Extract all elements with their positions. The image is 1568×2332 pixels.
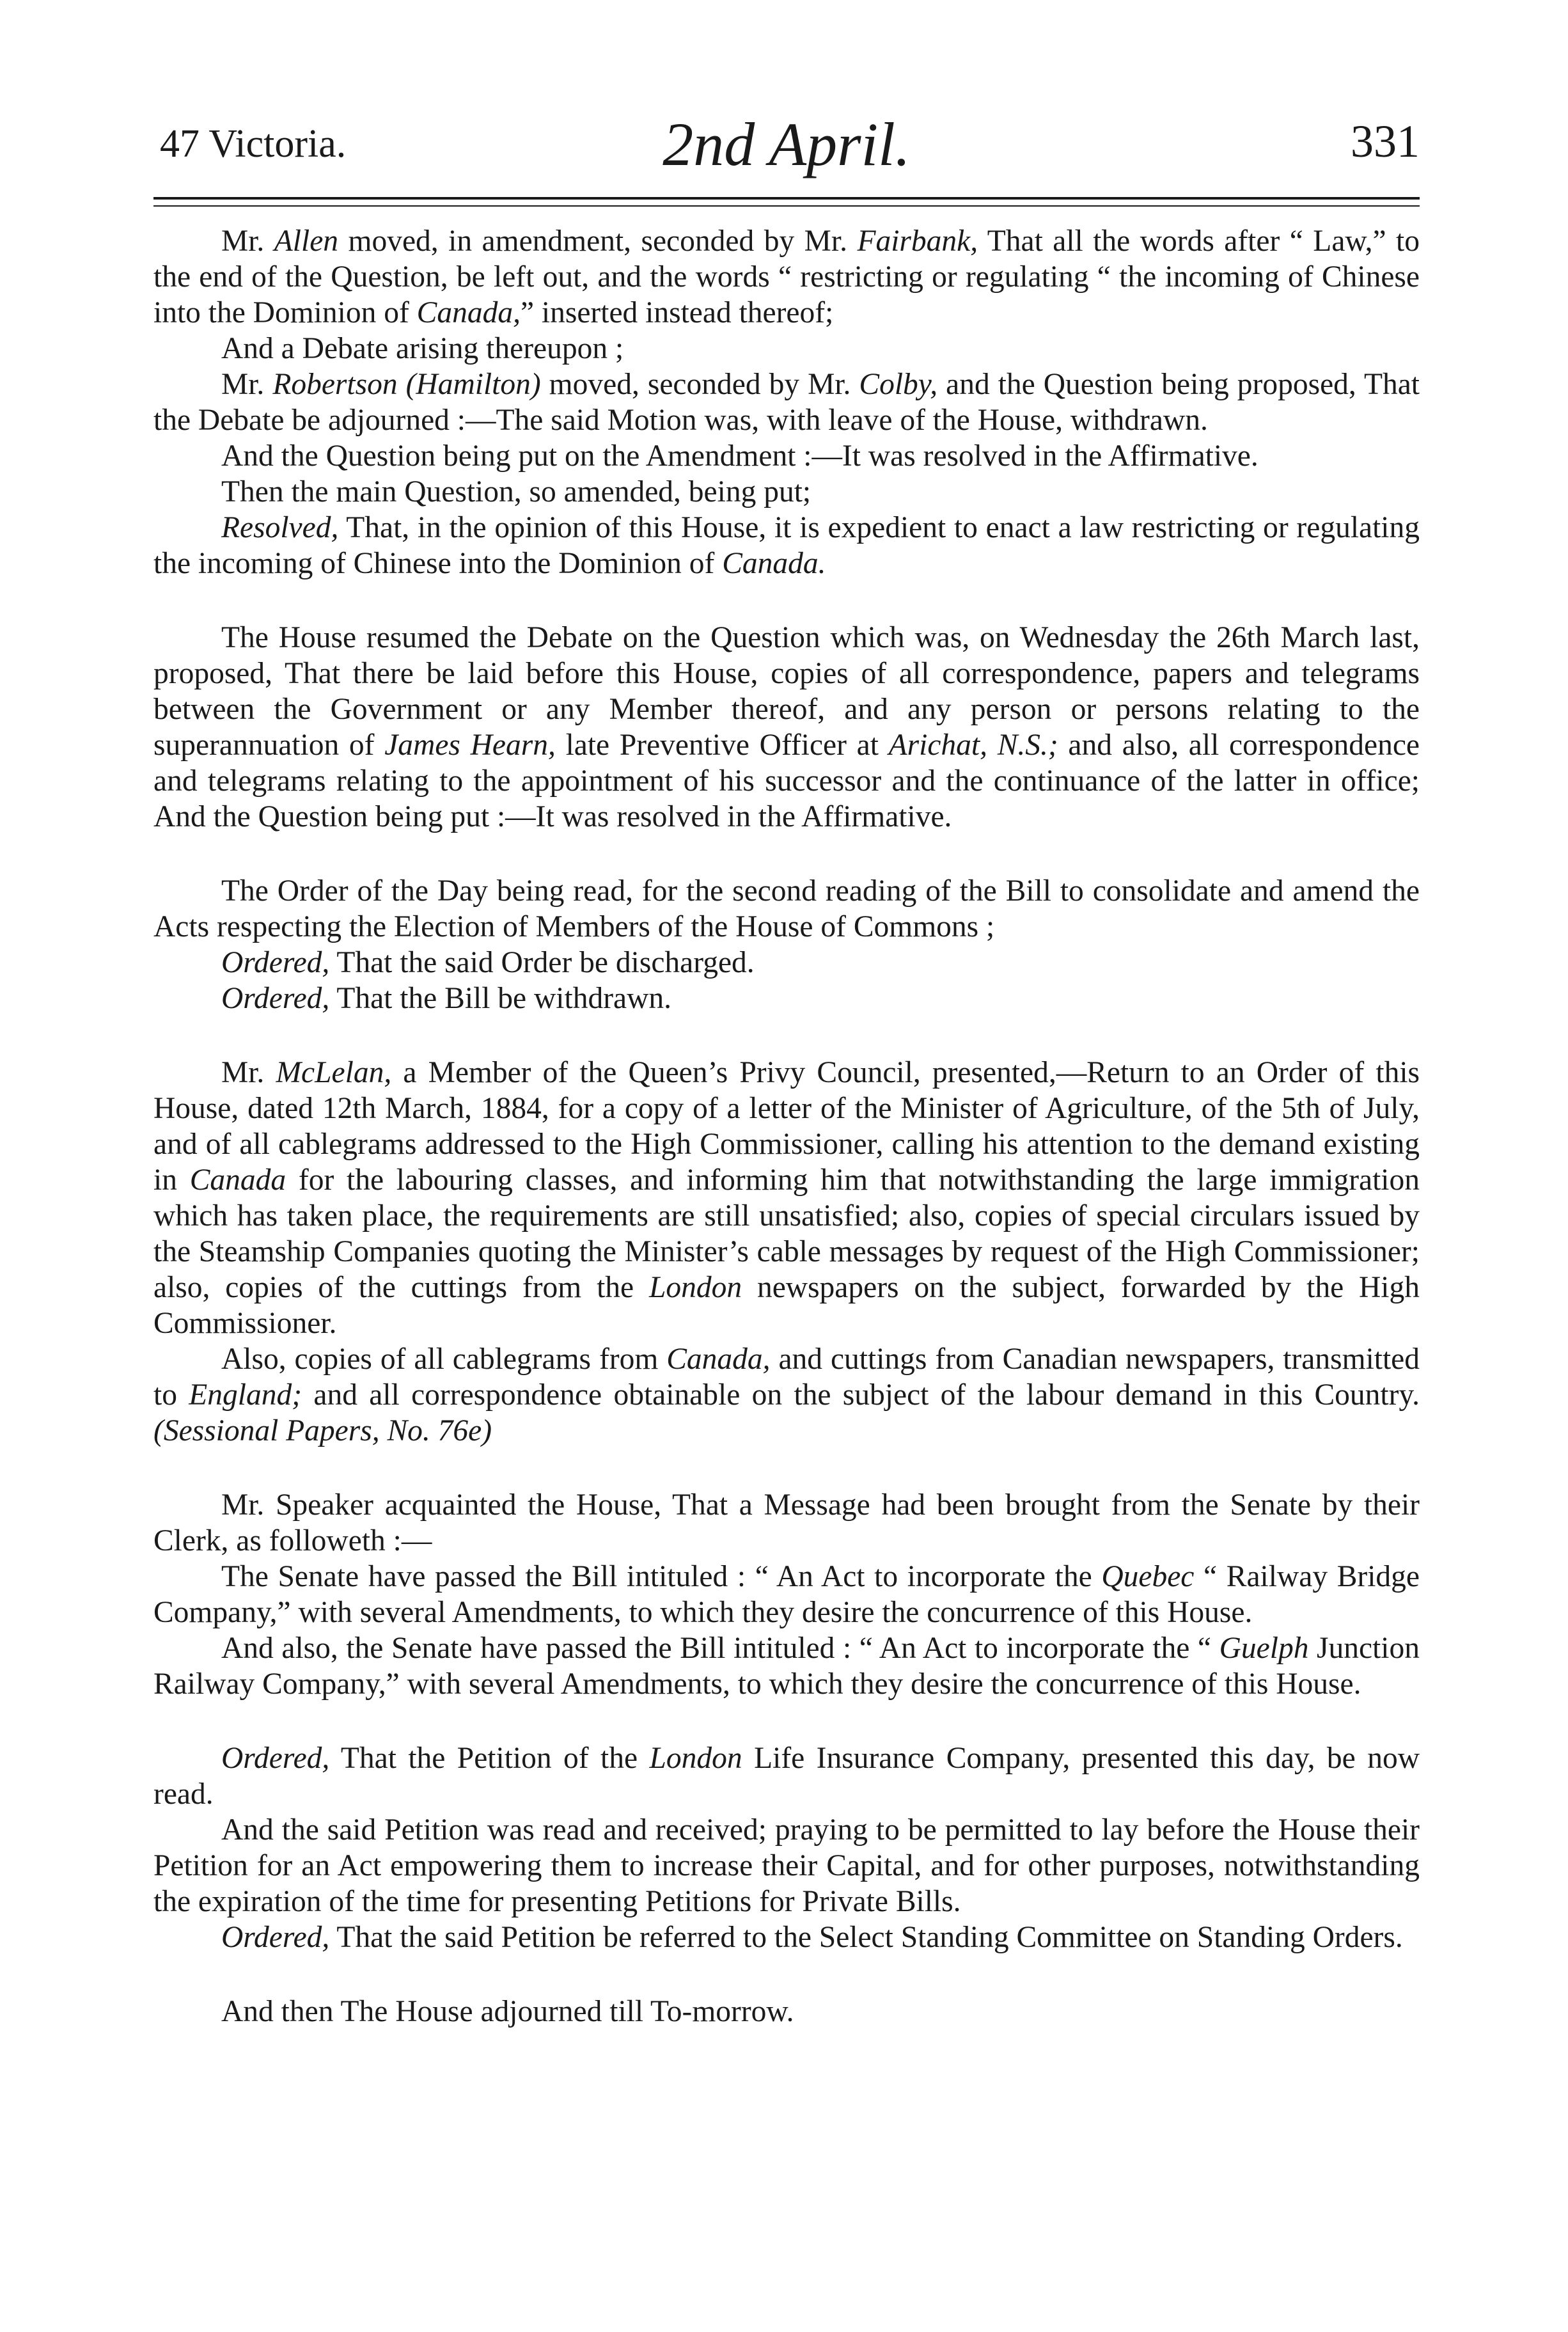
- paragraph: [153, 1559, 1420, 1630]
- italic-run: Allen: [274, 225, 339, 258]
- text-run: The House resumed the Debate on the Question which was, on Wednesday the 26th March last, proposed, That there be laid before this House, copies of all correspondence, papers and telegrams between the Government or any Member thereof, and any person or persons relating to the superannuation of: [153, 621, 1420, 762]
- text-run: And then The House adjourned till To-morrow.: [221, 1995, 794, 2028]
- paragraph: [153, 438, 1420, 474]
- italic-run: Robertson (Hamilton): [272, 368, 541, 401]
- text-run: Life Insurance Company, presented this day, be now read.: [153, 1742, 1420, 1811]
- header-regnal-year: 47 Victoria.: [160, 122, 347, 166]
- text-run: ” inserted instead thereof;: [520, 296, 834, 329]
- text-run: for the labouring classes, and informing him that notwithstanding the large immigration which has taken place, the requirements are still unsatisfied; also, copies of special circulars issued by the Steamship Companies quoting the Minister’s cable messages by request of the High Commissioner; also, copies of the cuttings from the: [153, 1163, 1420, 1304]
- header-double-rule: [153, 197, 1420, 207]
- italic-run: London: [649, 1742, 742, 1775]
- text-run: and the Question being proposed, That the Debate be adjourned :—The said Motion was, with leave of the House, withdrawn.: [153, 368, 1420, 437]
- paragraph: [153, 873, 1420, 945]
- italic-run: Canada,: [416, 296, 521, 329]
- paragraph: [153, 1919, 1420, 1955]
- journal-entry: [153, 1055, 1420, 1449]
- text-run: The Senate have passed the Bill intituled : “ An Act to incorporate the: [221, 1560, 1102, 1593]
- italic-run: Ordered,: [221, 1921, 330, 1954]
- paragraph: [153, 1740, 1420, 1812]
- italic-run: Canada,: [666, 1343, 771, 1376]
- text-run: Mr.: [221, 1056, 276, 1089]
- paragraph: [153, 1812, 1420, 1919]
- italic-run: Canada: [189, 1163, 286, 1197]
- header-date: 2nd April.: [662, 110, 911, 178]
- page: [153, 109, 1420, 2029]
- text-run: newspapers on the subject, forwarded by the High Commissioner.: [153, 1271, 1420, 1340]
- journal-entry: [153, 1994, 1420, 2029]
- italic-run: Ordered,: [221, 982, 330, 1015]
- text-run: The Order of the Day being read, for the second reading of the Bill to consolidate and amend the Acts respecting the Election of Members of the House of Commons ;: [153, 874, 1420, 943]
- paragraph: [153, 366, 1420, 438]
- journal-entry: [153, 223, 1420, 581]
- journal-entry: [153, 873, 1420, 1016]
- text-run: late Preventive Officer at: [555, 729, 889, 762]
- journal-entry: [153, 1740, 1420, 1955]
- text-run: That the said Order be discharged.: [329, 946, 755, 979]
- header-page-number: 331: [1351, 116, 1420, 167]
- paragraph: [153, 620, 1420, 835]
- italic-run: Canada.: [722, 547, 826, 580]
- italic-run: Resolved,: [221, 511, 339, 544]
- text-run: and all correspondence obtainable on the subject of the labour demand in this Country.: [302, 1378, 1420, 1412]
- italic-run: Ordered,: [221, 1742, 330, 1775]
- paragraph: [153, 1994, 1420, 2029]
- text-run: That the said Petition be referred to the Select Standing Committee on Standing Orders.: [329, 1921, 1403, 1954]
- italic-run: Fairbank,: [857, 225, 978, 258]
- paragraph: [153, 1487, 1420, 1559]
- italic-run: Quebec: [1101, 1560, 1195, 1593]
- text-run: That, in the opinion of this House, it is expedient to enact a law restricting or regulating the incoming of Chinese into the Dominion of: [153, 511, 1420, 580]
- italic-run: Guelph: [1219, 1632, 1309, 1665]
- paragraph: [153, 945, 1420, 981]
- text-run: a Member of the Queen’s Privy Council, presented,—Return to an Order of this House, dated 12th March, 1884, for a copy of a letter of the Minister of Agriculture, of the 5th of July, and of all cablegrams addressed to the High Commissioner, calling his attention to the demand existing in: [153, 1056, 1420, 1197]
- text-run: Mr.: [221, 225, 274, 258]
- text-run: Junction Railway Company,” with several Amendments, to which they desire the concurrence of this House.: [153, 1632, 1420, 1701]
- text-run: That all the words after “ Law,” to the end of the Question, be left out, and the words “ restricting or regulating “ the incoming of Chinese into the Dominion of: [153, 225, 1420, 329]
- italic-run: (Sessional Papers, No. 76e): [153, 1414, 492, 1447]
- running-header: [153, 109, 1420, 192]
- text-run: and also, all correspondence and telegrams relating to the appointment of his successor and the continuance of the latter in office; And the Question being put :—It was resolved in the Affirmative.: [153, 729, 1420, 833]
- text-run: moved, seconded by Mr.: [540, 368, 859, 401]
- italic-run: James Hearn,: [384, 729, 556, 762]
- text-run: And the said Petition was read and received; praying to be permitted to lay before the House their Petition for an Act empowering them to increase their Capital, and for other purposes, notwithstanding the expiration of the time for presenting Petitions for Private Bills.: [153, 1813, 1420, 1918]
- italic-run: Arichat, N.S.;: [888, 729, 1058, 762]
- text-run: Mr. Speaker acquainted the House, That a Message had been brought from the Senate by their Clerk, as followeth :—: [153, 1488, 1420, 1557]
- italic-run: Ordered,: [221, 946, 330, 979]
- text-run: Mr.: [221, 368, 273, 401]
- journal-body: [153, 223, 1420, 2029]
- journal-entry: [153, 620, 1420, 835]
- text-run: And also, the Senate have passed the Bill intituled : “ An Act to incorporate the “: [221, 1632, 1219, 1665]
- paragraph: [153, 331, 1420, 366]
- italic-run: Colby,: [859, 368, 938, 401]
- paragraph: [153, 1630, 1420, 1702]
- text-run: “ Railway Bridge Company,” with several Amendments, to which they desire the concurrence of this House.: [153, 1560, 1420, 1629]
- journal-entry: [153, 1487, 1420, 1702]
- text-run: moved, in amendment, seconded by Mr.: [338, 225, 858, 258]
- italic-run: England;: [189, 1378, 302, 1412]
- text-run: and cuttings from Canadian newspapers, transmitted to: [153, 1343, 1420, 1412]
- italic-run: London: [648, 1271, 742, 1304]
- text-run: Also, copies of all cablegrams from: [221, 1343, 667, 1376]
- text-run: That the Bill be withdrawn.: [329, 982, 672, 1015]
- paragraph: [153, 510, 1420, 581]
- paragraph: [153, 474, 1420, 510]
- text-run: That the Petition of the: [329, 1742, 650, 1775]
- paragraph: [153, 1055, 1420, 1341]
- paragraph: [153, 223, 1420, 331]
- italic-run: McLelan,: [276, 1056, 392, 1089]
- text-run: And the Question being put on the Amendment :—It was resolved in the Affirmative.: [221, 439, 1258, 473]
- paragraph: [153, 1341, 1420, 1449]
- paragraph: [153, 981, 1420, 1016]
- text-run: And a Debate arising thereupon ;: [221, 332, 624, 365]
- text-run: Then the main Question, so amended, being put;: [221, 475, 811, 508]
